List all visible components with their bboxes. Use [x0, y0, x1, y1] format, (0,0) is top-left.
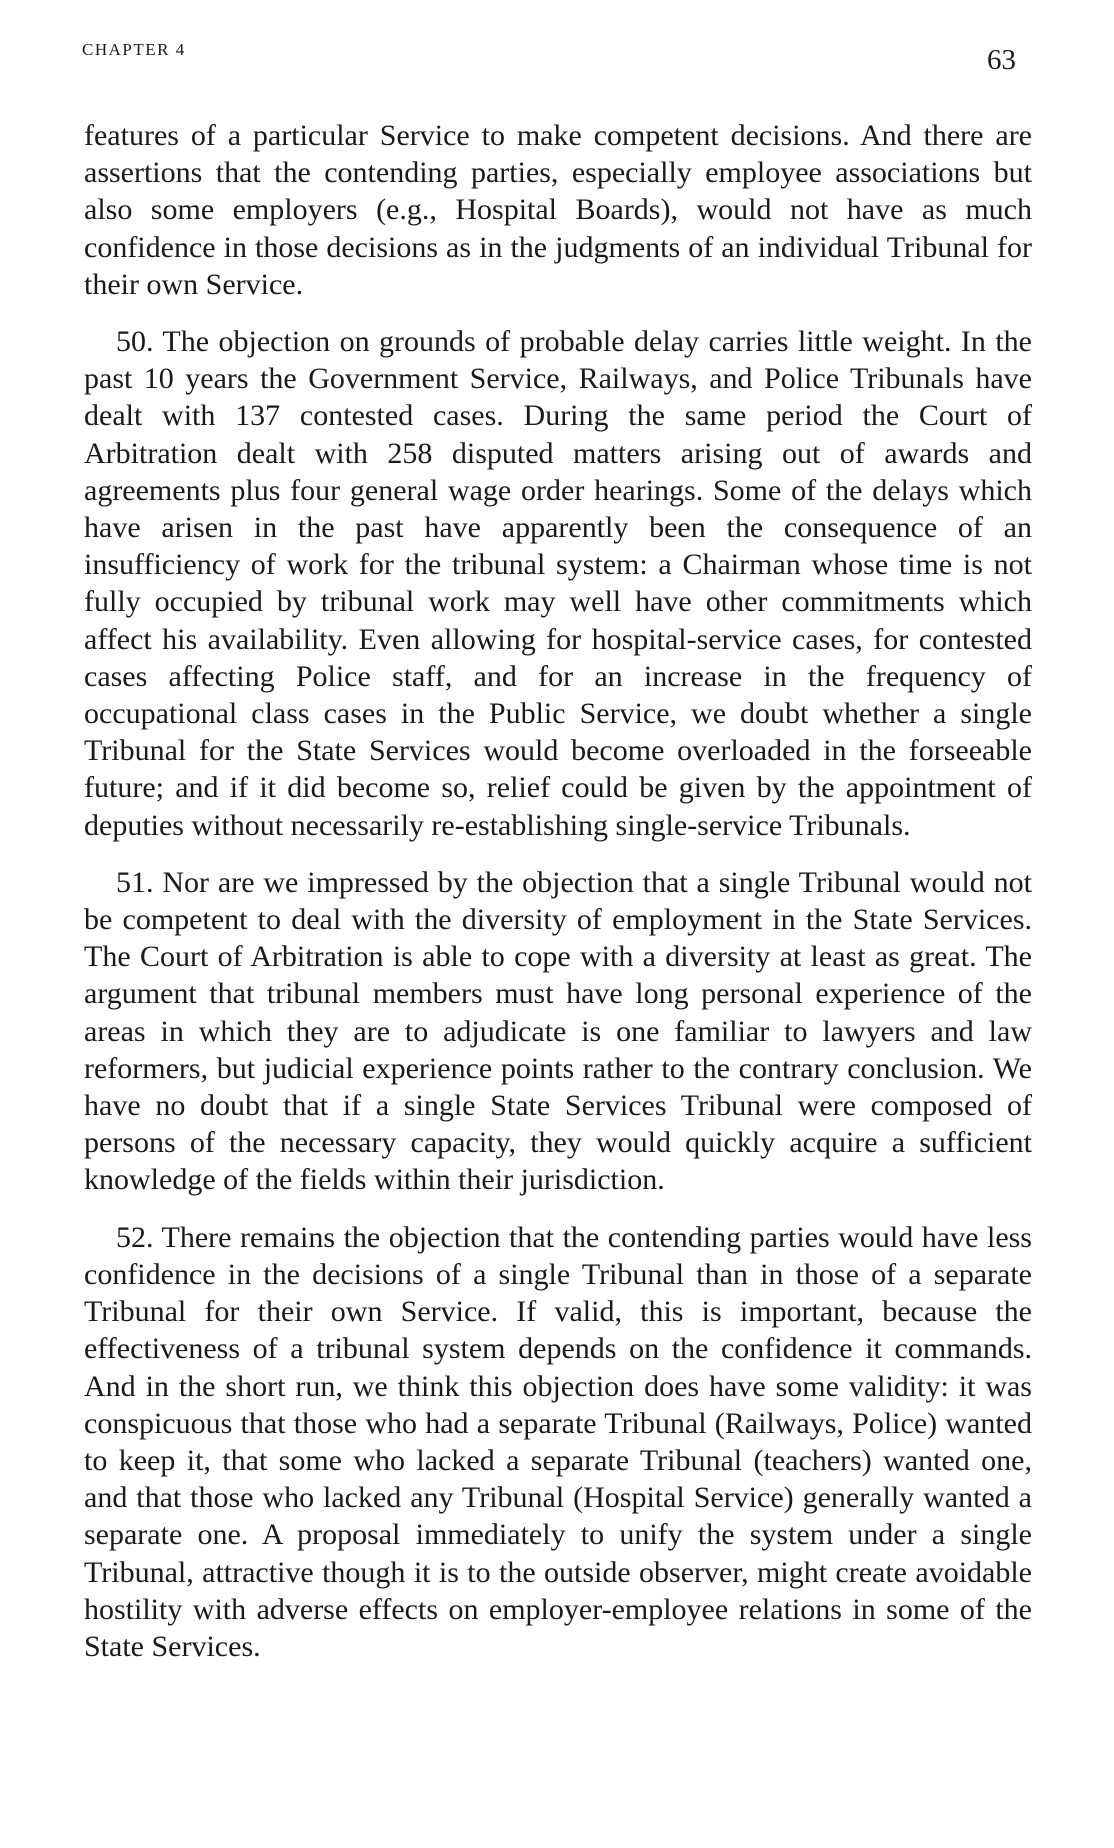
- paragraph-number: 52.: [116, 1220, 154, 1254]
- paragraph-50: [84, 323, 1032, 844]
- paragraph-number: 51.: [116, 865, 154, 899]
- page-number: 63: [987, 44, 1016, 76]
- running-head: CHAPTER 4: [82, 40, 186, 59]
- paragraph-number: 50.: [116, 325, 154, 359]
- paragraph-text: There remains the objection that the contending parties would have less confidence in the decisions of a single Tribunal than in those of a separate Tribunal for their own Service. If valid, this is important, because the effectiveness of a tribunal system depends on the confidence it commands. And in the short run, we think this objection does have some validity: it was conspicuous that those who had a separate Tribunal (Railways, Police) wanted to keep it, that some who lacked a separate Tribunal (teachers) wanted one, and that those who lacked any Tribunal (Hospital Service) generally wanted a separate one. A proposal immediately to unify the system under a single Tribunal, attractive though it is to the outside observer, might create avoidable hostility with adverse effects on employer-employee relations in some of the State Services.: [84, 1220, 1032, 1663]
- paragraph-text: The objection on grounds of probable delay carries little weight. In the past 10 years the Government Service, Railways, and Police Tribunals have dealt with 137 contested cases. During the same period the Court of Arbitration dealt with 258 disputed matters arising out of awards and agreements plus four general wage order hearings. Some of the delays which have arisen in the past have apparently been the consequence of an insufficiency of work for the tribunal system: a Chairman whose time is not fully occupied by tribunal work may well have other commitments which affect his availability. Even allowing for hospital-service cases, for contested cases affecting Police staff, and for an increase in the frequency of occupational class cases in the Public Service, we doubt whether a single Tribunal for the State Services would become overloaded in the forseeable future; and if it did become so, relief could be given by the appointment of deputies without necessarily re-establishing single-service Tribunals.: [84, 325, 1032, 842]
- paragraph-text: features of a particular Service to make competent decisions. And there are assertions that the contending parties, especially employee associations but also some employers (e.g., Hospital Boards), would not have as much confidence in those decisions as in the judgments of an individual Tribunal for their own Service.: [84, 119, 1032, 301]
- paragraph-text: Nor are we impressed by the objection that a single Tribunal would not be competent to deal with the diversity of employment in the State Services. The Court of Arbitration is able to cope with a diversity at least as great. The argument that tribunal members must have long personal experience of the areas in which they are to adjudicate is one familiar to lawyers and law reformers, but judicial experience points rather to the contrary conclusion. We have no doubt that if a single State Services Tribunal were composed of persons of the necessary capacity, they would quickly acquire a sufficient knowledge of the fields within their jurisdiction.: [84, 865, 1033, 1197]
- paragraph-52: [84, 1219, 1032, 1665]
- body-text: [84, 117, 1032, 1685]
- paragraph-51: [84, 864, 1032, 1199]
- paragraph-continued: [84, 117, 1032, 303]
